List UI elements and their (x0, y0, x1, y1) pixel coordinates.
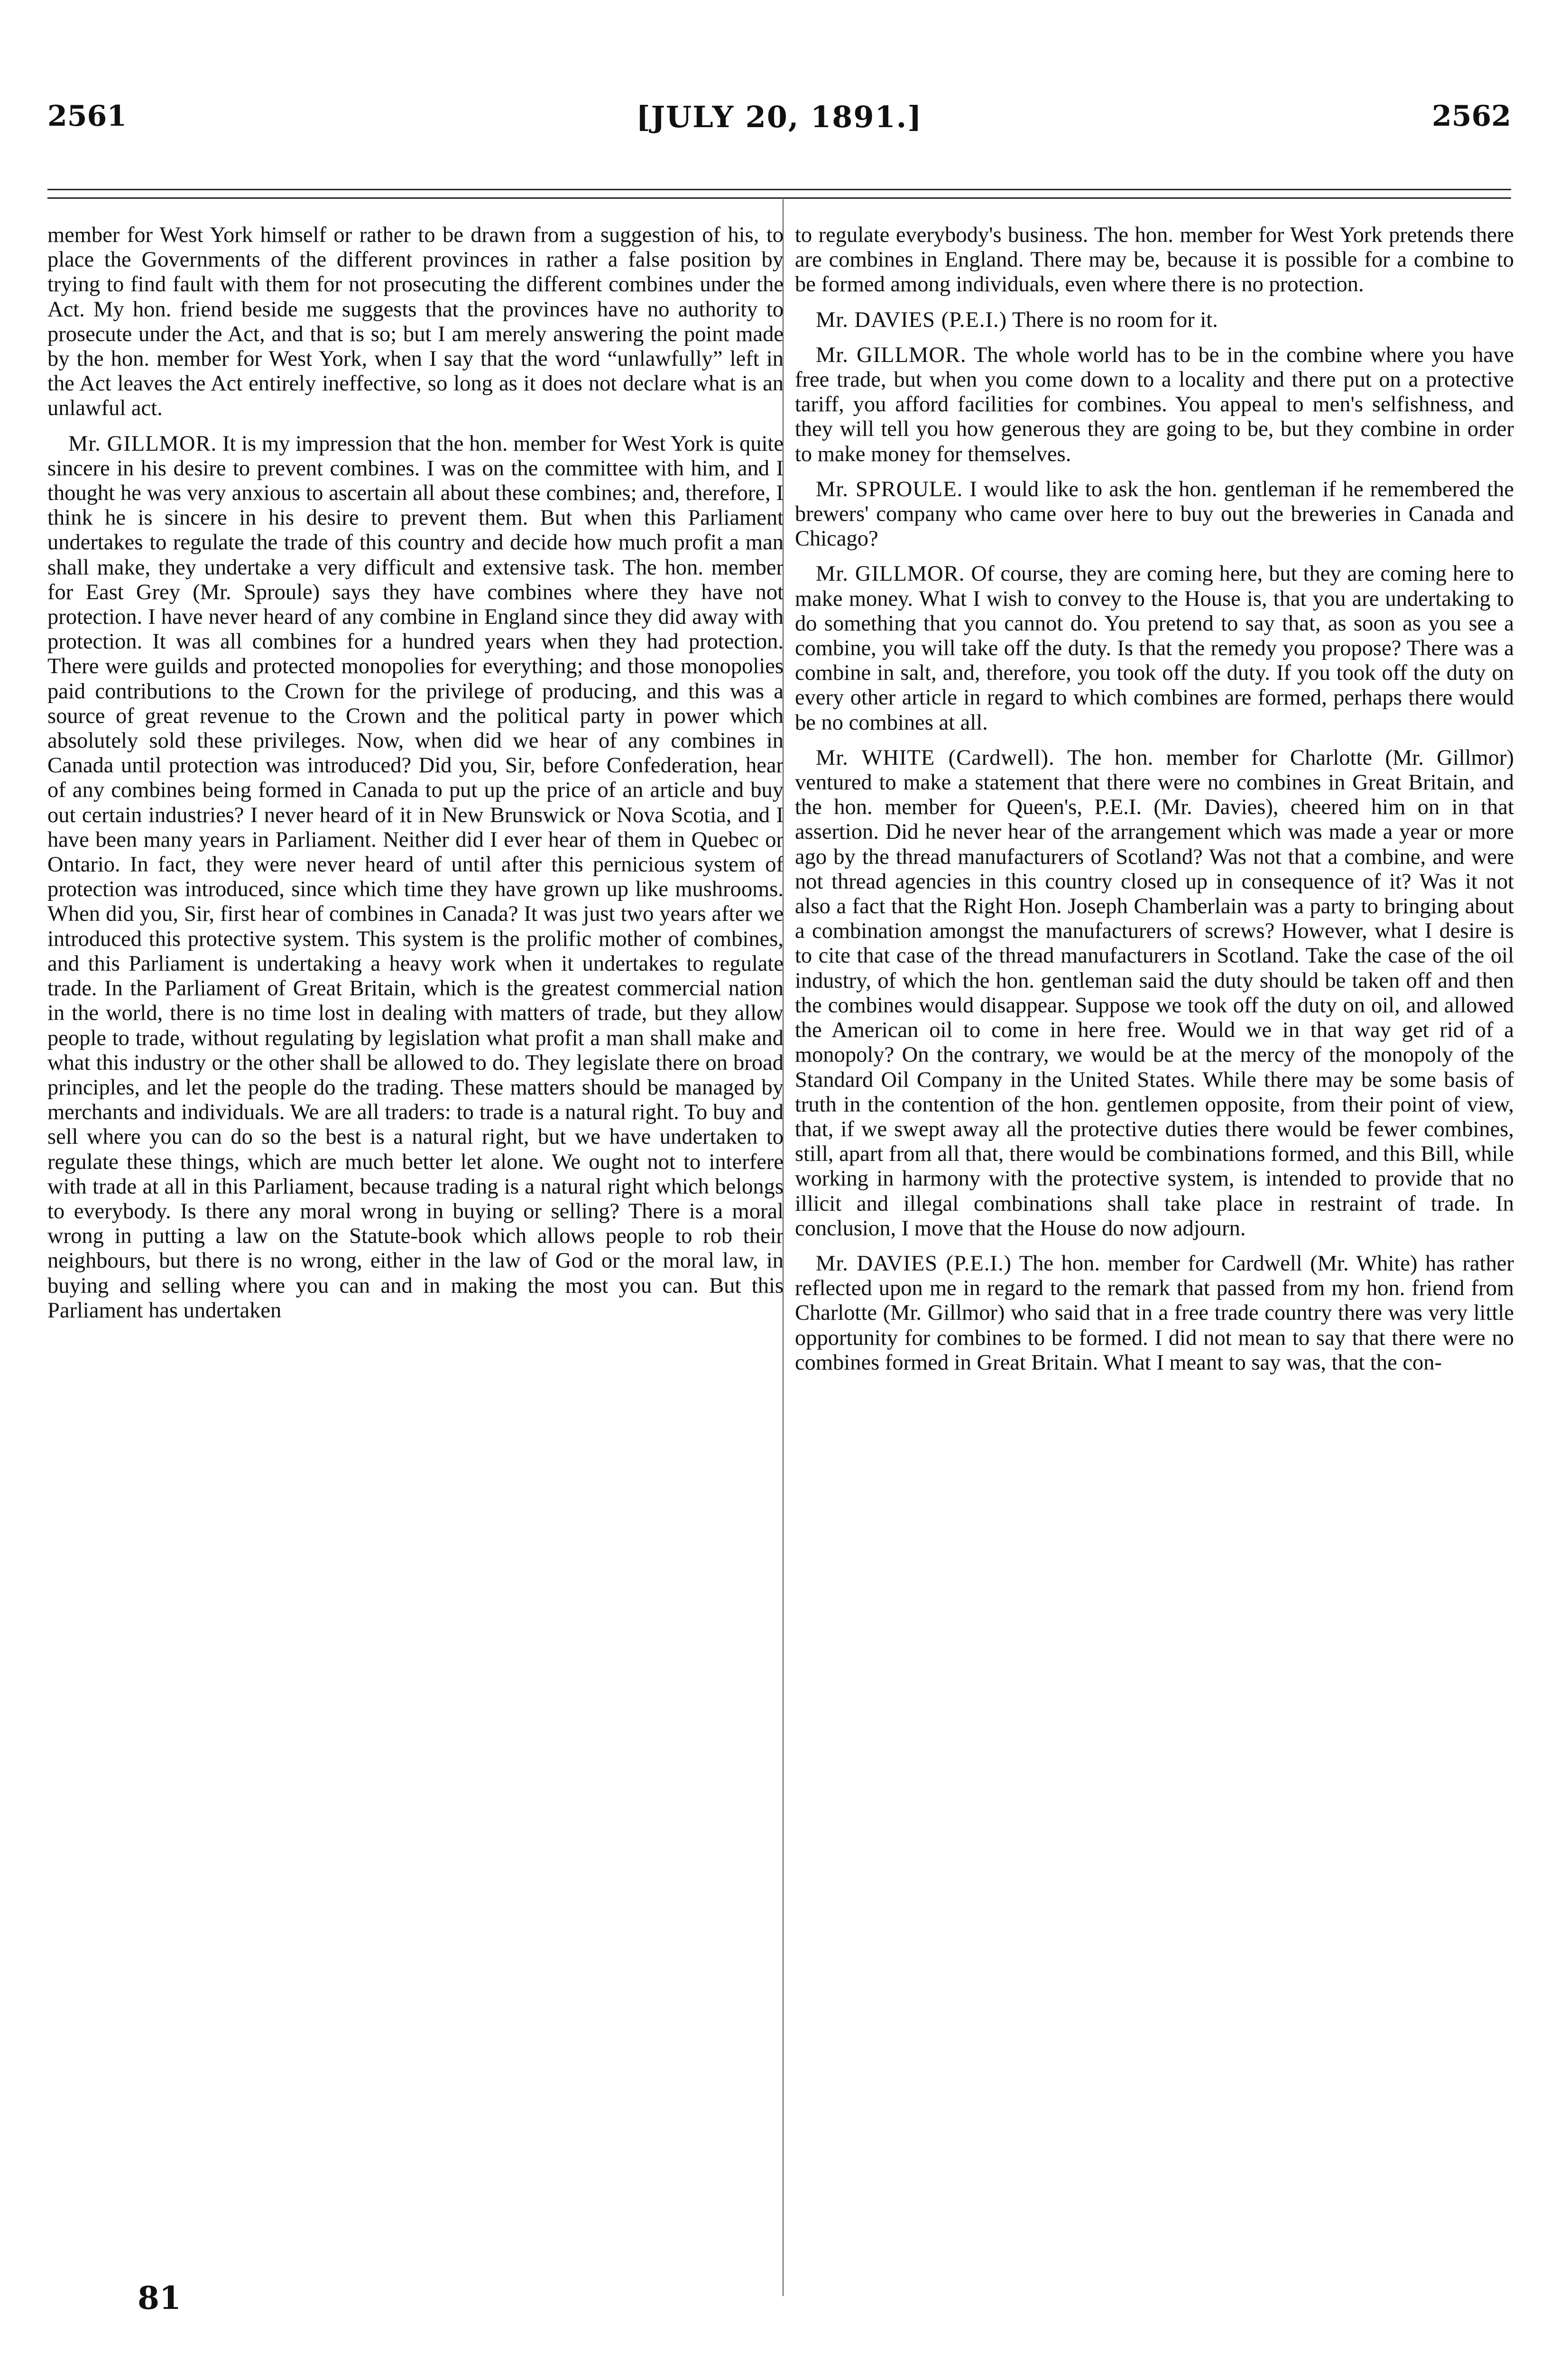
speech-paragraph (795, 308, 1514, 333)
right-column (795, 223, 1514, 2253)
speech-paragraph (795, 746, 1514, 1241)
speaker-name: Mr. SPROULE. (816, 477, 963, 501)
header-rule-bottom (47, 197, 1511, 199)
paragraph-text: The hon. member for Charlotte (Mr. Gillmor) ventured to make a statement that there were no combines in Great Britain, and the hon. member for Queen's, P.E.I. (Mr. Davies), cheered him on in that assertion. Did he never hear of the arrangement which was made a year or more ago by the thread manufacturers of Scotland? Was not that a combine, and were not thread agencies in this country closed up in consequence of it? Was it not also a fact that the Right Hon. Joseph Chamberlain was a party to bringing about a combination amongst the manufacturers of screws? However, what I desire is to cite that case of the thread manufacturers in Scotland. Take the case of the oil industry, of which the hon. gentleman said the duty should be taken off and then the combines would disappear. Suppose we took off the duty on oil, and allowed the American oil to come in here free. Would we in that way get rid of a monopoly? On the contrary, we would be at the mercy of the monopoly of the Standard Oil Company in the United States. While there may be some basis of truth in the contention of the hon. gentlemen opposite, from their point of view, that, if we swept away all the protective duties there would be fewer combines, still, apart from all that, there would be combinations formed, and this Bill, while working in harmony with the protective system, is intended to provide that no illicit and illegal combinations shall take place in restraint of trade. In conclusion, I move that the House do now adjourn. (795, 745, 1514, 1241)
paragraph-text: I would like to ask the hon. gentleman if he remembered the brewers' company who came over here to buy out the breweries in Canada and Chicago? (795, 477, 1514, 551)
speech-paragraph (795, 343, 1514, 467)
paragraph-text: member for West York himself or rather to be drawn from a suggestion of his, to place the Governments of the different provinces in rather a false position by trying to find fault with them for not prosecuting the different combines under the Act. My hon. friend beside me suggests that the provinces have no authority to prosecute under the Act, and that is so; but I am merely answering the point made by the hon. member for West York, when I say that the word “unlawfully” left in the Act leaves the Act entirely ineffective, so long as it does not declare what is an unlawful act. (47, 223, 784, 421)
paragraph-text: It is my impression that the hon. member for West York is quite sincere in his desire to prevent combines. I was on the committee with him, and I thought he was very anxious to ascertain all about these combines; and, therefore, I think he is sincere in his desire to prevent them. But when this Parliament undertakes to regulate the trade of this country and decide how much profit a man shall make, they undertake a very difficult and extensive task. The hon. member for East Grey (Mr. Sproule) says they have combines where they have not protection. I have never heard of any combine in England since they did away with protection. It was all combines for a hundred years when they had protection. There were guilds and protected monopolies for everything; and those monopolies paid contributions to the Crown for the privilege of producing, and this was a source of great revenue to the Crown and the political party in power which absolutely sold these privileges. Now, when did we hear of any combines in Canada until protection was introduced? Did you, Sir, before Confederation, hear of any combines being formed in Canada to put up the price of an article and buy out certain industries? I never heard of it in New Brunswick or Nova Scotia, and I have been many years in Parliament. Neither did I ever hear of them in Quebec or Ontario. In fact, they were never heard of until after this pernicious system of protection was introduced, since which time they have grown up like mushrooms. When did you, Sir, first hear of combines in Canada? It was just two years after we introduced this protective system. This system is the prolific mother of combines, and this Parliament is undertaking a heavy work when it undertakes to regulate trade. In the Parliament of Great Britain, which is the greatest commercial nation in the world, there is no time lost in dealing with matters of trade, but they allow people to trade, without regulating by legislation what profit a man shall make and what this industry or the other shall be allowed to do. They legislate there on broad principles, and let the people do the trading. These matters should be managed by merchants and individuals. We are all traders: to trade is a natural right. To buy and sell where you can do so the best is a natural right, but we have undertaken to regulate these things, which are much better let alone. We ought not to interfere with trade at all in this Parliament, because trading is a natural right which belongs to everybody. Is there any moral wrong in buying or selling? There is a moral wrong in putting a law on the Statute-book which allows people to rob their neighbours, but there is no wrong, either in the law of God or the moral law, in buying and selling where you can and in making the most you can. But this Parliament has undertaken (47, 431, 784, 1323)
speech-paragraph (47, 432, 784, 1323)
speech-paragraph (795, 477, 1514, 552)
speaker-name: Mr. GILLMOR. (68, 431, 217, 456)
speaker-name: Mr. GILLMOR. (816, 562, 965, 586)
speaker-name: Mr. GILLMOR. (816, 343, 967, 367)
paragraph-text: The whole world has to be in the combine where you have free trade, but when you come down to a locality and there put on a protective tariff, you afford facilities for combines. You appeal to men's selfishness, and they will tell you how generous they are going to be, but they combine in order to make money for themselves. (795, 343, 1514, 466)
page-header (47, 100, 1511, 138)
paragraph-text: There is no room for it. (1012, 307, 1218, 332)
speech-paragraph (795, 1251, 1514, 1375)
paragraph-text: to regulate everybody's business. The hon. member for West York pretends there are combines in England. There may be, because it is possible for a combine to be formed among individuals, even where there is no protection. (795, 223, 1514, 297)
speaker-name: Mr. WHITE (Cardwell). (816, 745, 1055, 770)
paragraph (47, 223, 784, 421)
paragraph (795, 223, 1514, 297)
right-page-number: 2562 (1432, 100, 1511, 133)
header-date: [JULY 20, 1891.] (636, 100, 922, 134)
speaker-name: Mr. DAVIES (P.E.I.) (816, 1251, 1012, 1276)
speaker-name: Mr. DAVIES (P.E.I.) (816, 307, 1007, 332)
left-column (47, 223, 784, 2253)
left-page-number: 2561 (47, 100, 127, 133)
paragraph-text: The hon. member for Cardwell (Mr. White) has rather reflected upon me in regard to the remark that passed from my hon. friend from Charlotte (Mr. Gillmor) who said that in a free trade country there was very little opportunity for combines to be formed. I did not mean to say that there were no combines formed in Great Britain. What I meant to say was, that the con- (795, 1251, 1514, 1375)
header-rule-top (47, 189, 1511, 190)
paragraph-text: Of course, they are coming here, but they are coming here to make money. What I wish to convey to the House is, that you are undertaking to do something that you cannot do. You pretend to say that, as soon as you see a combine, you will take off the duty. Is that the remedy you propose? There was a combine in salt, and, therefore, you took off the duty. If you took off the duty on every other article in regard to which combines are formed, perhaps there would be no combines at all. (795, 562, 1514, 735)
signature-mark: 81 (138, 2279, 181, 2316)
column-divider (783, 199, 784, 2296)
speech-paragraph (795, 562, 1514, 735)
